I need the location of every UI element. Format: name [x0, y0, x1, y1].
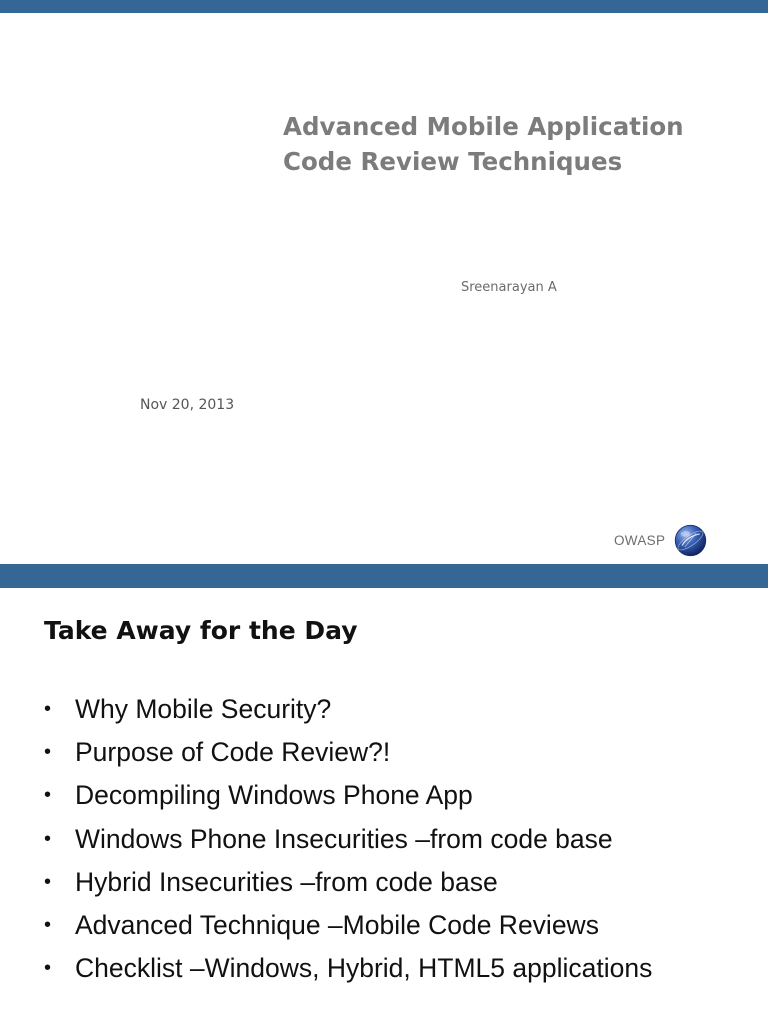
title-line-1: Advanced Mobile Application: [283, 112, 684, 141]
bullet-icon: •: [44, 698, 52, 720]
author-name: Sreenarayan A: [461, 280, 557, 295]
bullet-text: Purpose of Code Review?!: [75, 737, 391, 768]
bullet-text: Decompiling Windows Phone App: [75, 780, 473, 811]
bullet-item: [44, 733, 759, 776]
bullet-item: [44, 906, 759, 949]
presentation-title: [283, 109, 753, 179]
owasp-logo-text: OWASP: [614, 533, 666, 548]
bullet-icon: •: [44, 870, 52, 893]
title-line-2: Code Review Techniques: [283, 147, 623, 176]
section-divider-band: [0, 564, 768, 588]
presentation-date: Nov 20, 2013: [140, 397, 235, 413]
bullet-item: [44, 690, 759, 733]
owasp-globe-icon: [674, 524, 707, 557]
bullet-text: Hybrid Insecurities –from code base: [75, 866, 498, 897]
bullet-icon: •: [44, 741, 52, 764]
takeaway-bullet-list: [44, 690, 759, 992]
bullet-item: [44, 863, 759, 906]
bullet-item: [44, 949, 759, 992]
bullet-text: Advanced Technique –Mobile Code Reviews: [75, 909, 599, 940]
top-header-band: [0, 0, 768, 13]
bullet-item: [44, 820, 759, 863]
bullet-text: Windows Phone Insecurities –from code base: [75, 823, 613, 854]
bullet-text: Why Mobile Security?: [75, 694, 332, 724]
bullet-icon: •: [44, 827, 52, 850]
takeaway-title: Take Away for the Day: [44, 616, 358, 645]
bullet-icon: •: [44, 957, 52, 980]
bullet-icon: •: [44, 784, 52, 807]
bullet-text: Checklist –Windows, Hybrid, HTML5 applications: [75, 953, 653, 984]
bullet-icon: •: [44, 913, 52, 936]
owasp-logo: [614, 524, 707, 557]
bullet-item: [44, 776, 759, 819]
